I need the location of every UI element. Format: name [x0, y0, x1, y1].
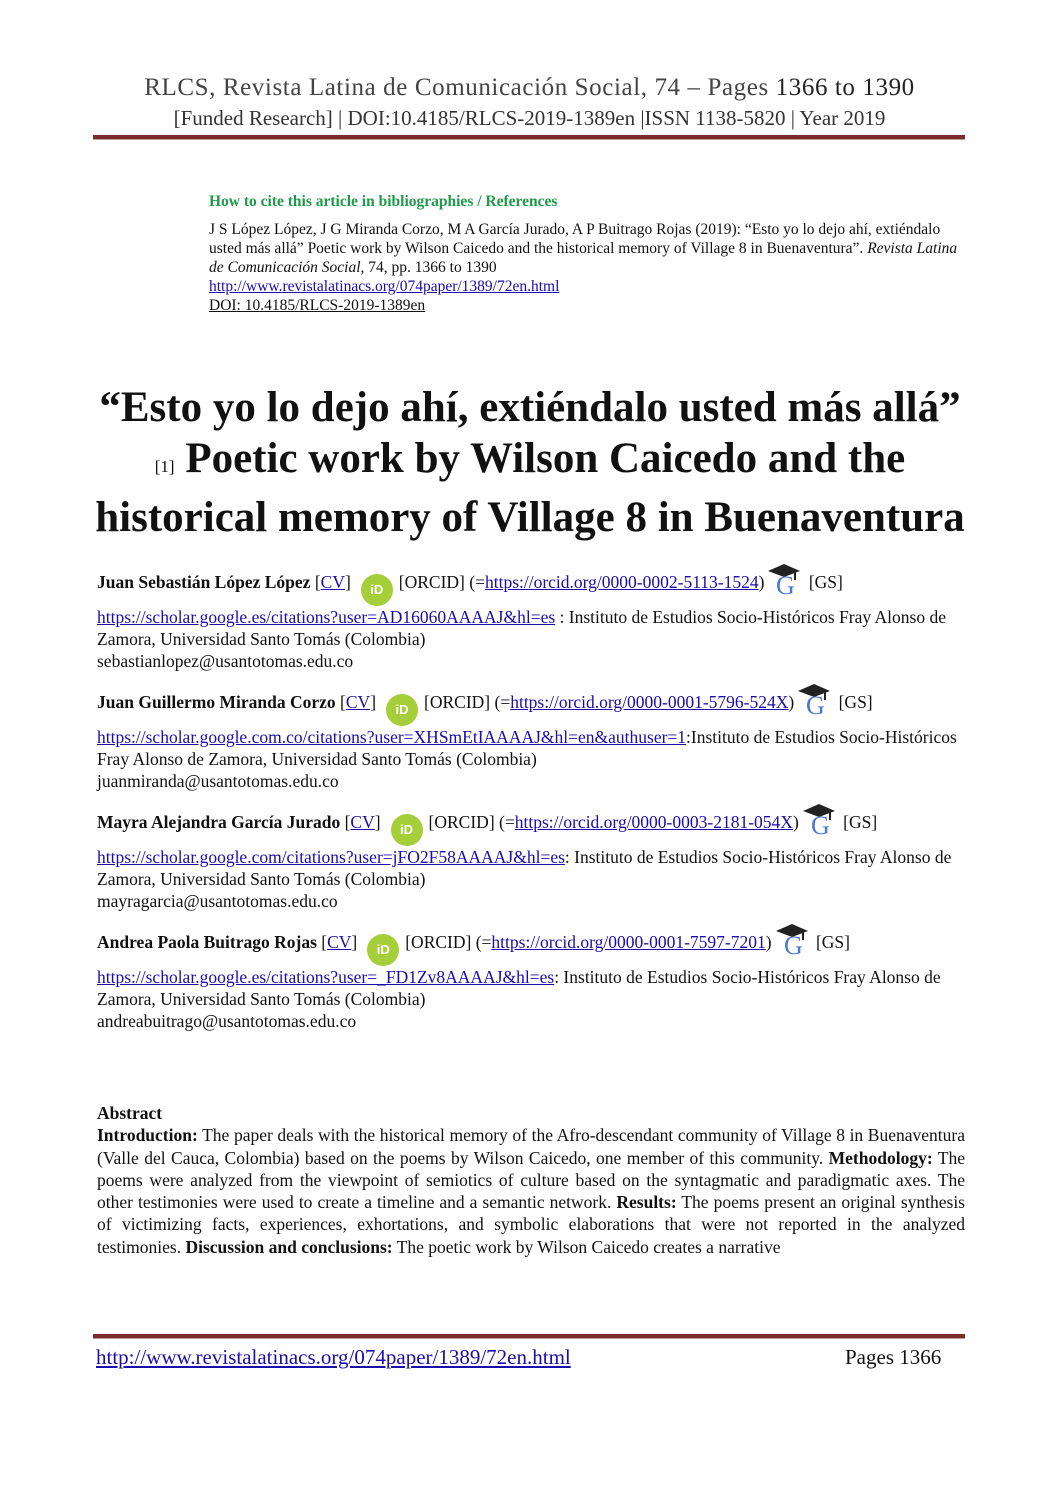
- google-scholar-icon[interactable]: [764, 562, 804, 596]
- author-affiliation: : Instituto de Estudios Socio-Históricos Fray Alonso de Zamora, Universidad Santo Tomás (Colombia): [97, 847, 952, 889]
- header-rule: [93, 135, 965, 140]
- citation-block: [209, 192, 961, 315]
- orcid-icon[interactable]: iD: [386, 694, 418, 726]
- citation-doi[interactable]: DOI: 10.4185/RLCS-2019-1389en: [209, 297, 426, 314]
- author-email[interactable]: sebastianlopez@usantotomas.edu.co: [97, 651, 354, 671]
- svg-text:G: G: [806, 691, 826, 716]
- title-footnote-marker[interactable]: [1]: [154, 457, 175, 476]
- citation-heading: How to cite this article in bibliographies / References: [209, 193, 558, 210]
- google-scholar-link[interactable]: https://scholar.google.es/citations?user=AD16060AAAAJ&hl=es: [97, 607, 556, 627]
- cv-link[interactable]: CV: [350, 812, 375, 832]
- author-block: Mayra Alejandra García Jurado [CV] iD [ORCID] (=https://orcid.org/0000-0003-2181-054X) G [GS] https://scholar.google.com/citations?user=jFO2F58AAAAJ&hl=es: Instituto de Estudios Socio-Históricos Fray Alonso de Zamora, Universidad Santo Tomás (Colombia) mayragarcia@usantotomas.edu.co: [97, 802, 967, 912]
- author-block: Juan Sebastián López López [CV] iD [ORCID] (=https://orcid.org/0000-0002-5113-1524) G [GS] https://scholar.google.es/citations?user=AD16060AAAAJ&hl=es : Instituto de Estudios Socio-Históricos Fray Alonso de Zamora, Universidad Santo Tomás (Colombia) sebastianlopez@usantotomas.edu.co: [97, 562, 967, 672]
- cv-link[interactable]: CV: [327, 932, 352, 952]
- svg-text:G: G: [783, 931, 803, 956]
- author-email[interactable]: juanmiranda@usantotomas.edu.co: [97, 771, 339, 791]
- author-affiliation: : Instituto de Estudios Socio-Históricos Fray Alonso de Zamora, Universidad Santo Tomás (Colombia): [97, 967, 941, 1009]
- orcid-link[interactable]: https://orcid.org/0000-0001-5796-524X: [510, 692, 789, 712]
- author-affiliation: :Instituto de Estudios Socio-Históricos Fray Alonso de Zamora, Universidad Santo Tomás (Colombia): [97, 727, 957, 769]
- citation-journal: Revista Latina de Comunicación Social: [209, 240, 958, 276]
- orcid-link[interactable]: https://orcid.org/0000-0002-5113-1524: [484, 572, 759, 592]
- google-scholar-icon[interactable]: [772, 922, 812, 956]
- author-block: Andrea Paola Buitrago Rojas [CV] iD [ORCID] (=https://orcid.org/0000-0001-7597-7201) G [GS] https://scholar.google.es/citations?user=_FD1Zv8AAAAJ&hl=es: Instituto de Estudios Socio-Históricos Fray Alonso de Zamora, Universidad Santo Tomás (Colombia) andreabuitrago@usantotomas.edu.co: [97, 922, 967, 1032]
- google-scholar-link[interactable]: https://scholar.google.com/citations?user=jFO2F58AAAAJ&hl=es: [97, 847, 565, 867]
- orcid-icon[interactable]: iD: [361, 574, 393, 606]
- orcid-link[interactable]: https://orcid.org/0000-0001-7597-7201: [491, 932, 766, 952]
- citation-text: J S López López, J G Miranda Corzo, M A García Jurado, A P Buitrago Rojas (2019): “Esto yo lo dejo ahí, extiéndalo usted más allá” Poetic work by Wilson Caicedo and the historical memory of Village 8 in Buenaventura”. Revista Latina de Comunicación Social, 74, pp. 1366 to 1390: [209, 221, 958, 276]
- footer-rule: [93, 1334, 965, 1339]
- orcid-icon[interactable]: iD: [367, 934, 399, 966]
- author-email[interactable]: andreabuitrago@usantotomas.edu.co: [97, 1011, 357, 1031]
- running-header-meta: [Funded Research] | DOI:10.4185/RLCS-2019-1389en |ISSN 1138-5820 | Year 2019: [173, 106, 886, 130]
- orcid-link[interactable]: https://orcid.org/0000-0003-2181-054X: [514, 812, 793, 832]
- svg-text:G: G: [810, 811, 830, 836]
- author-name: Mayra Alejandra García Jurado: [97, 812, 341, 832]
- running-header-journal: RLCS, Revista Latina de Comunicación Social, 74 – Pages 1366 to 1390: [144, 74, 915, 101]
- page-number: Pages 1366: [845, 1345, 942, 1369]
- abstract-heading: Abstract: [97, 1103, 163, 1123]
- abstract-body: Introduction: The paper deals with the historical memory of the Afro-descendant community of Village 8 in Buenaventura (Valle del Cauca, Colombia) based on the poems by Wilson Caicedo, one member of this community. Methodology: The poems were analyzed from the viewpoint of semiotics of culture based on the syntagmatic and paradigmatic axes. The other testimonies were used to create a timeline and a semantic network. Results: The poems present an original synthesis of victimizing facts, experiences, exhortations, and symbolic elaborations that were not reported in the analyzed testimonies. Discussion and conclusions: The poetic work by Wilson Caicedo creates a narrative: [97, 1125, 965, 1257]
- google-scholar-icon[interactable]: [794, 682, 834, 716]
- abstract: [97, 1102, 965, 1258]
- google-scholar-link[interactable]: https://scholar.google.com.co/citations?user=XHSmEtIAAAAJ&hl=en&authuser=1: [97, 727, 687, 747]
- author-list: [97, 562, 967, 1042]
- citation-url-link[interactable]: http://www.revistalatinacs.org/074paper/1389/72en.html: [209, 278, 560, 295]
- cv-link[interactable]: CV: [320, 572, 345, 592]
- article-title: “Esto yo lo dejo ahí, extiéndalo usted más allá” [1] Poetic work by Wilson Caicedo and the historical memory of Village 8 in Buenaventura: [95, 384, 965, 541]
- author-email[interactable]: mayragarcia@usantotomas.edu.co: [97, 891, 338, 911]
- svg-text:G: G: [776, 571, 796, 596]
- orcid-icon[interactable]: iD: [391, 814, 423, 846]
- author-block: Juan Guillermo Miranda Corzo [CV] iD [ORCID] (=https://orcid.org/0000-0001-5796-524X) G [GS] https://scholar.google.com.co/citations?user=XHSmEtIAAAAJ&hl=en&authuser=1:Instituto de Estudios Socio-Históricos Fray Alonso de Zamora, Universidad Santo Tomás (Colombia) juanmiranda@usantotomas.edu.co: [97, 682, 967, 792]
- author-name: Andrea Paola Buitrago Rojas: [97, 932, 317, 952]
- running-header-page-range: 1366 to 1390: [775, 74, 915, 101]
- google-scholar-link[interactable]: https://scholar.google.es/citations?user=_FD1Zv8AAAAJ&hl=es: [97, 967, 555, 987]
- cv-link[interactable]: CV: [345, 692, 371, 712]
- google-scholar-icon[interactable]: [799, 802, 839, 836]
- author-affiliation: : Instituto de Estudios Socio-Históricos Fray Alonso de Zamora, Universidad Santo Tomás (Colombia): [97, 607, 946, 649]
- footer-url-link[interactable]: http://www.revistalatinacs.org/074paper/1389/72en.html: [96, 1345, 571, 1369]
- author-name: Juan Guillermo Miranda Corzo: [97, 692, 336, 712]
- author-name: Juan Sebastián López López: [97, 572, 311, 592]
